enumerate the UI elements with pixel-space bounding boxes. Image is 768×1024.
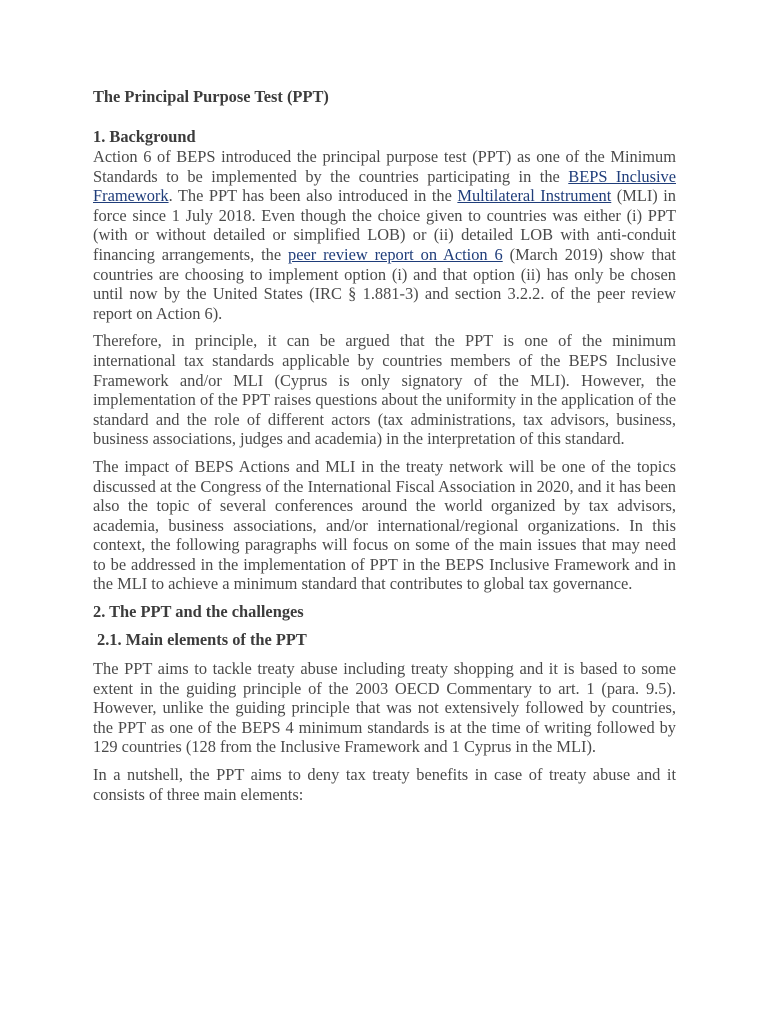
paragraph-background-3: The impact of BEPS Actions and MLI in the treaty network will be one of the topics discussed at the Congress of the International Fiscal Association in 2020, and it has been also the topic of several conferences around the world organized by tax advisors, academia, business associations, and/or international/regional organizations. In this context, the following paragraphs will focus on some of the main issues that may need to be addressed in the implementation of PPT in the BEPS Inclusive Framework and in the MLI to achieve a minimum standard that contributes to global tax governance. (93, 456, 676, 594)
document-body (93, 87, 676, 804)
section-heading-ppt-challenges: 2. The PPT and the challenges (93, 602, 304, 622)
section-heading-background: 1. Background (93, 127, 196, 146)
paragraph-main-elements-1: The PPT aims to tackle treaty abuse including treaty shopping and it is based to some extent in the guiding principle of the 2003 OECD Commentary to art. 1 (para. 9.5). However, unlike the guiding principle that was not extensively followed by countries, the PPT as one of the BEPS 4 minimum standards is at the time of writing followed by 129 countries (128 from the Inclusive Framework and 1 Cyprus in the MLI). (93, 659, 676, 757)
paragraph-text: . The PPT has been also introduced in the (168, 186, 458, 206)
paragraph-background-2: Therefore, in principle, it can be argued that the PPT is one of the minimum international tax standards applicable by countries members of the BEPS Inclusive Framework and/or MLI (Cyprus is only signatory of the MLI). However, the implementation of the PPT raises questions about the uniformity in the application of the standard and the role of different actors (tax administrations, tax advisors, business, business associations, judges and academia) in the interpretation of this standard. (93, 331, 676, 449)
link-peer-review-report[interactable]: peer review report on Action 6 (288, 244, 503, 264)
paragraph-main-elements-2: In a nutshell, the PPT aims to deny tax treaty benefits in case of treaty abuse and it consists of three main elements: (93, 765, 676, 804)
paragraph-text: Action 6 of BEPS introduced the principal purpose test (PPT) as one of the Minimum Standards to be implemented by the countries participating in the (93, 147, 676, 186)
document-title: The Principal Purpose Test (PPT) (93, 87, 329, 106)
paragraph-text: (MLI) in force since 1 July 2018. Even though the choice given to countries was either (i) PPT (with or without detailed or simplified LOB) or (ii) detailed LOB with anti-conduit financing arrangements, the (93, 186, 676, 264)
link-beps-inclusive-framework[interactable]: BEPS Inclusive Framework (93, 166, 676, 206)
link-multilateral-instrument[interactable]: Multilateral Instrument (457, 186, 612, 206)
paragraph-background-1 (93, 147, 676, 323)
paragraph-text: (March 2019) show that countries are choosing to implement option (i) and that option (ii) has only be chosen until now by the United States (IRC § 1.881-3) and section 3.2.2. of the peer review report on Action 6). (93, 244, 676, 323)
subsection-heading-main-elements: 2.1. Main elements of the PPT (97, 630, 307, 650)
